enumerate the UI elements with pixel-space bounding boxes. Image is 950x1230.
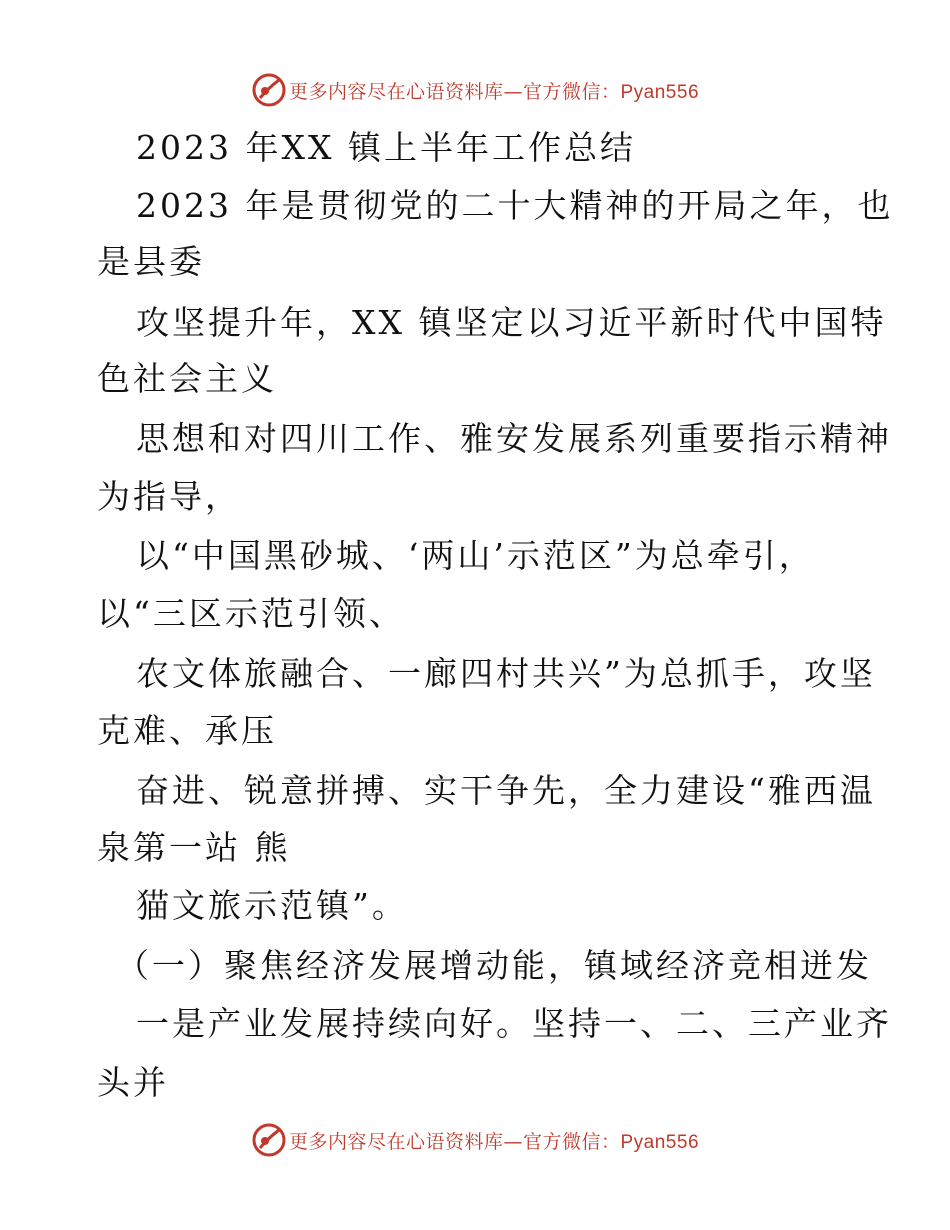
paragraph-line: 农文体旅融合、一廊四村共兴”为总抓手，攻坚	[136, 654, 876, 693]
footer-wechat-id: Pyan556	[620, 1131, 700, 1153]
paragraph-line: 为指导，	[97, 477, 241, 516]
brush-logo-icon	[251, 1122, 287, 1158]
paragraph-line: 以“三区示范引领、	[97, 594, 405, 633]
header-banner	[0, 70, 950, 110]
paragraph-line: 2023 年是贯彻党的二十大精神的开局之年，也	[136, 186, 894, 225]
paragraph-line: 攻坚提升年，XX 镇坚定以习近平新时代中国特	[136, 303, 887, 342]
document-title: 2023 年XX 镇上半年工作总结	[136, 128, 636, 167]
footer-banner-text: 更多内容尽在心语资料库—官方微信：Pyan556	[288, 1130, 700, 1153]
header-banner-text: 更多内容尽在心语资料库—官方微信：Pyan556	[288, 80, 700, 103]
paragraph-line: 色社会主义	[97, 359, 277, 398]
paragraph-line: 以“中国黑砂城、‘两山’示范区”为总牵引，	[136, 536, 815, 575]
section-heading: （一）聚焦经济发展增动能，镇域经济竞相迸发	[116, 946, 872, 985]
paragraph-line: 头并	[97, 1063, 169, 1102]
brush-logo-icon	[251, 72, 287, 108]
header-wechat-id: Pyan556	[620, 81, 700, 103]
paragraph-line: 泉第一站 熊	[97, 828, 291, 867]
paragraph-line: 奋进、锐意拼搏、实干争先，全力建设“雅西温	[136, 771, 876, 810]
paragraph-line: 一是产业发展持续向好。坚持一、二、三产业齐	[136, 1004, 892, 1043]
paragraph-line: 克难、承压	[97, 711, 277, 750]
paragraph-line: 是县委	[97, 242, 205, 281]
paragraph-line: 猫文旅示范镇”。	[136, 886, 408, 925]
paragraph-line: 思想和对四川工作、雅安发展系列重要指示精神	[136, 419, 892, 458]
footer-banner	[0, 1120, 950, 1160]
